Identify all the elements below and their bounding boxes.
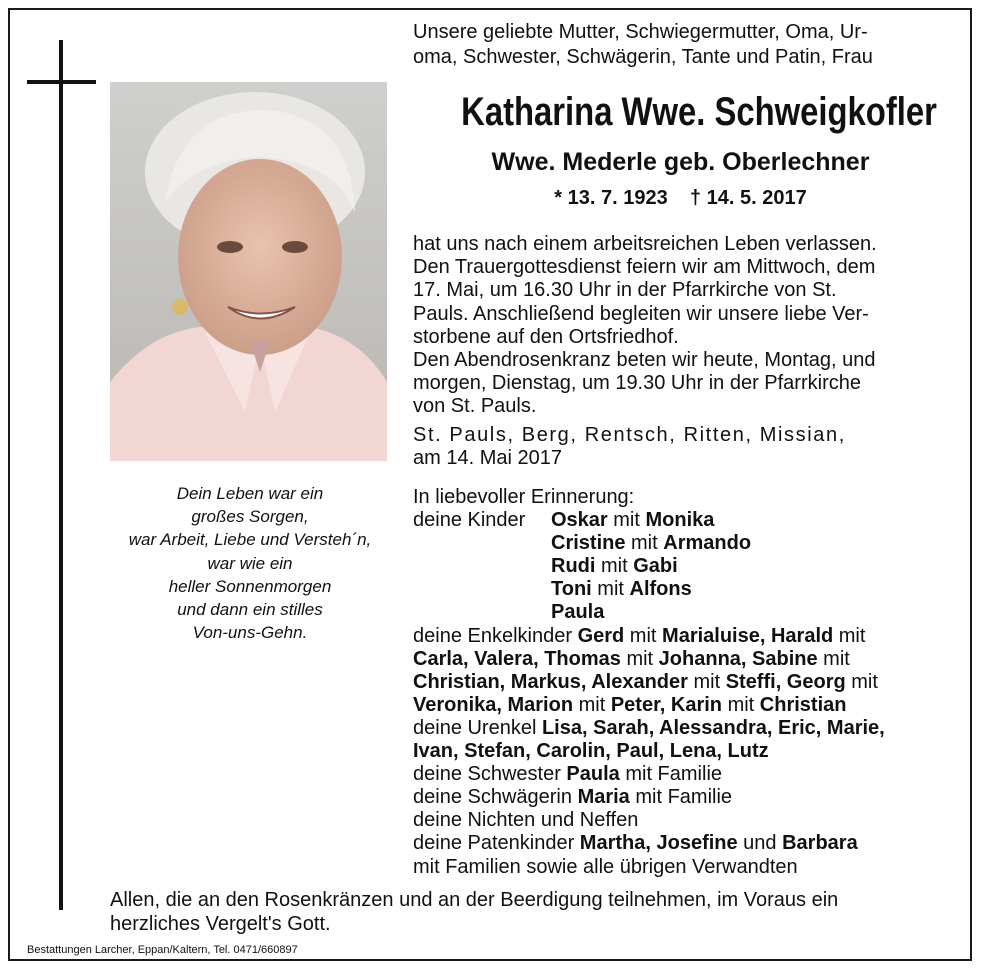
- kid-name: Oskar: [551, 509, 608, 532]
- grandkid-names: Marialuise, Harald: [662, 624, 834, 647]
- connector: mit: [833, 624, 866, 647]
- grandkid-names: Gerd: [577, 624, 625, 647]
- closing-thanks: [110, 889, 950, 936]
- poem-line: Dein Leben war ein: [176, 484, 324, 503]
- kids-row: [413, 601, 953, 624]
- grandkids-label: deine Enkelkinder: [413, 624, 578, 647]
- godchildren-row: [413, 832, 953, 855]
- poem-line: großes Sorgen,: [191, 507, 309, 527]
- grandkid-names: Christian: [759, 693, 847, 716]
- closing-line: herzliches Vergelt's Gott.: [110, 912, 331, 935]
- grandkids-row: [413, 648, 953, 671]
- kid-name: Toni: [551, 578, 592, 601]
- poem-line: war Arbeit, Liebe und Versteh´n,: [128, 530, 372, 550]
- place-date: [413, 424, 948, 470]
- memorial-poem: [100, 482, 400, 644]
- kids-row: [413, 509, 953, 532]
- sister-tail: mit Familie: [619, 763, 723, 786]
- godchildren-names: Martha, Josefine: [579, 832, 738, 855]
- partner-name: Alfons: [629, 578, 692, 601]
- announcement-text: [413, 233, 948, 419]
- grandkid-names: Carla, Valera, Thomas: [413, 647, 621, 670]
- sister-in-law-label: deine Schwägerin: [413, 786, 578, 809]
- cross-icon-horizontal: [27, 80, 96, 84]
- cross-icon-vertical: [59, 40, 63, 910]
- families-row: mit Familien sowie alle übrigen Verwandten: [413, 855, 798, 878]
- date-line: am 14. Mai 2017: [413, 447, 562, 470]
- body-line: von St. Pauls.: [413, 395, 537, 418]
- grandkid-names: Johanna, Sabine: [658, 647, 818, 670]
- grandkid-names: Peter, Karin: [610, 693, 723, 716]
- portrait-image: [110, 82, 387, 461]
- great-grandkids-row: [413, 740, 953, 763]
- place-line: St. Pauls, Berg, Rentsch, Ritten, Missian,: [413, 424, 846, 446]
- portrait-photo: [110, 82, 387, 461]
- godchildren-names: Barbara: [782, 832, 858, 855]
- sister-row: [413, 763, 953, 786]
- kids-label: deine Kinder: [413, 509, 526, 532]
- connector: mit: [845, 670, 878, 693]
- grandkids-row: [413, 625, 953, 648]
- great-grandkids-row: [413, 717, 953, 740]
- poem-line: heller Sonnenmorgen: [168, 576, 332, 596]
- grandkid-names: Christian, Markus, Alexander: [413, 670, 688, 693]
- body-line: Den Trauergottesdienst feiern wir am Mittwoch, dem: [413, 256, 876, 279]
- sister-in-law-tail: mit Familie: [629, 786, 733, 809]
- memory-heading: In liebevoller Erinnerung:: [413, 486, 635, 508]
- nieces-row: deine Nichten und Neffen: [413, 809, 639, 832]
- connector: mit: [687, 670, 726, 693]
- great-grandkid-names: Ivan, Stefan, Carolin, Paul, Lena, Lutz: [413, 740, 769, 763]
- great-grandkid-names: Lisa, Sarah, Alessandra, Eric, Marie,: [541, 716, 885, 739]
- intro-line: oma, Schwester, Schwägerin, Tante und Patin, Frau: [413, 45, 873, 68]
- funeral-home-footer: Bestattungen Larcher, Eppan/Kaltern, Tel. 0471/660897: [27, 944, 298, 956]
- body-line: storbene auf den Ortsfriedhof.: [413, 325, 679, 348]
- grandkid-names: Steffi, Georg: [725, 670, 846, 693]
- connector: mit: [573, 693, 611, 716]
- body-line: morgen, Dienstag, um 19.30 Uhr in der Pfarrkirche: [413, 372, 861, 395]
- connector: mit: [595, 555, 634, 578]
- closing-line: Allen, die an den Rosenkränzen und an der Beerdigung teilnehmen, im Voraus ein: [110, 889, 839, 911]
- poem-line: Von-uns-Gehn.: [192, 623, 308, 643]
- partner-name: Monika: [645, 509, 715, 532]
- grandkids-row: [413, 671, 953, 694]
- deceased-name: Katharina Wwe. Schweigkofler: [461, 90, 937, 134]
- body-line: hat uns nach einem arbeitsreichen Leben verlassen.: [413, 233, 877, 255]
- sister-in-law-row: [413, 786, 953, 809]
- connector: und: [737, 832, 783, 855]
- life-dates: * 13. 7. 1923 † 14. 5. 2017: [554, 187, 807, 209]
- mourners-list: [413, 486, 953, 879]
- kids-row: [413, 532, 953, 555]
- connector: mit: [625, 532, 664, 555]
- poem-line: war wie ein: [207, 553, 293, 573]
- godchildren-label: deine Patenkinder: [413, 832, 580, 855]
- grandkid-names: Veronika, Marion: [413, 693, 574, 716]
- intro-text: [413, 20, 948, 69]
- body-line: Pauls. Anschließend begleiten wir unsere liebe Ver-: [413, 302, 869, 325]
- partner-name: Gabi: [633, 555, 678, 578]
- kid-name: Paula: [551, 601, 605, 624]
- kids-row: [413, 555, 953, 578]
- sister-in-law-name: Maria: [577, 786, 630, 809]
- body-line: Den Abendrosenkranz beten wir heute, Montag, und: [413, 349, 876, 372]
- sister-label: deine Schwester: [413, 763, 567, 786]
- connector: mit: [624, 624, 663, 647]
- body-line: 17. Mai, um 16.30 Uhr in der Pfarrkirche von St.: [413, 279, 837, 302]
- kid-name: Rudi: [551, 555, 596, 578]
- connector: mit: [607, 509, 646, 532]
- great-grandkids-label: deine Urenkel: [413, 716, 542, 739]
- connector: mit: [722, 693, 760, 716]
- connector: mit: [591, 578, 630, 601]
- connector: mit: [817, 647, 850, 670]
- kids-row: [413, 578, 953, 601]
- sister-name: Paula: [566, 763, 620, 786]
- partner-name: Armando: [663, 532, 752, 555]
- grandkids-row: [413, 694, 953, 717]
- kid-name: Cristine: [551, 532, 626, 555]
- intro-line: Unsere geliebte Mutter, Schwiegermutter, Oma, Ur-: [413, 21, 868, 43]
- connector: mit: [620, 647, 659, 670]
- poem-line: und dann ein stilles: [177, 600, 323, 620]
- deceased-subname: Wwe. Mederle geb. Oberlechner: [491, 148, 870, 176]
